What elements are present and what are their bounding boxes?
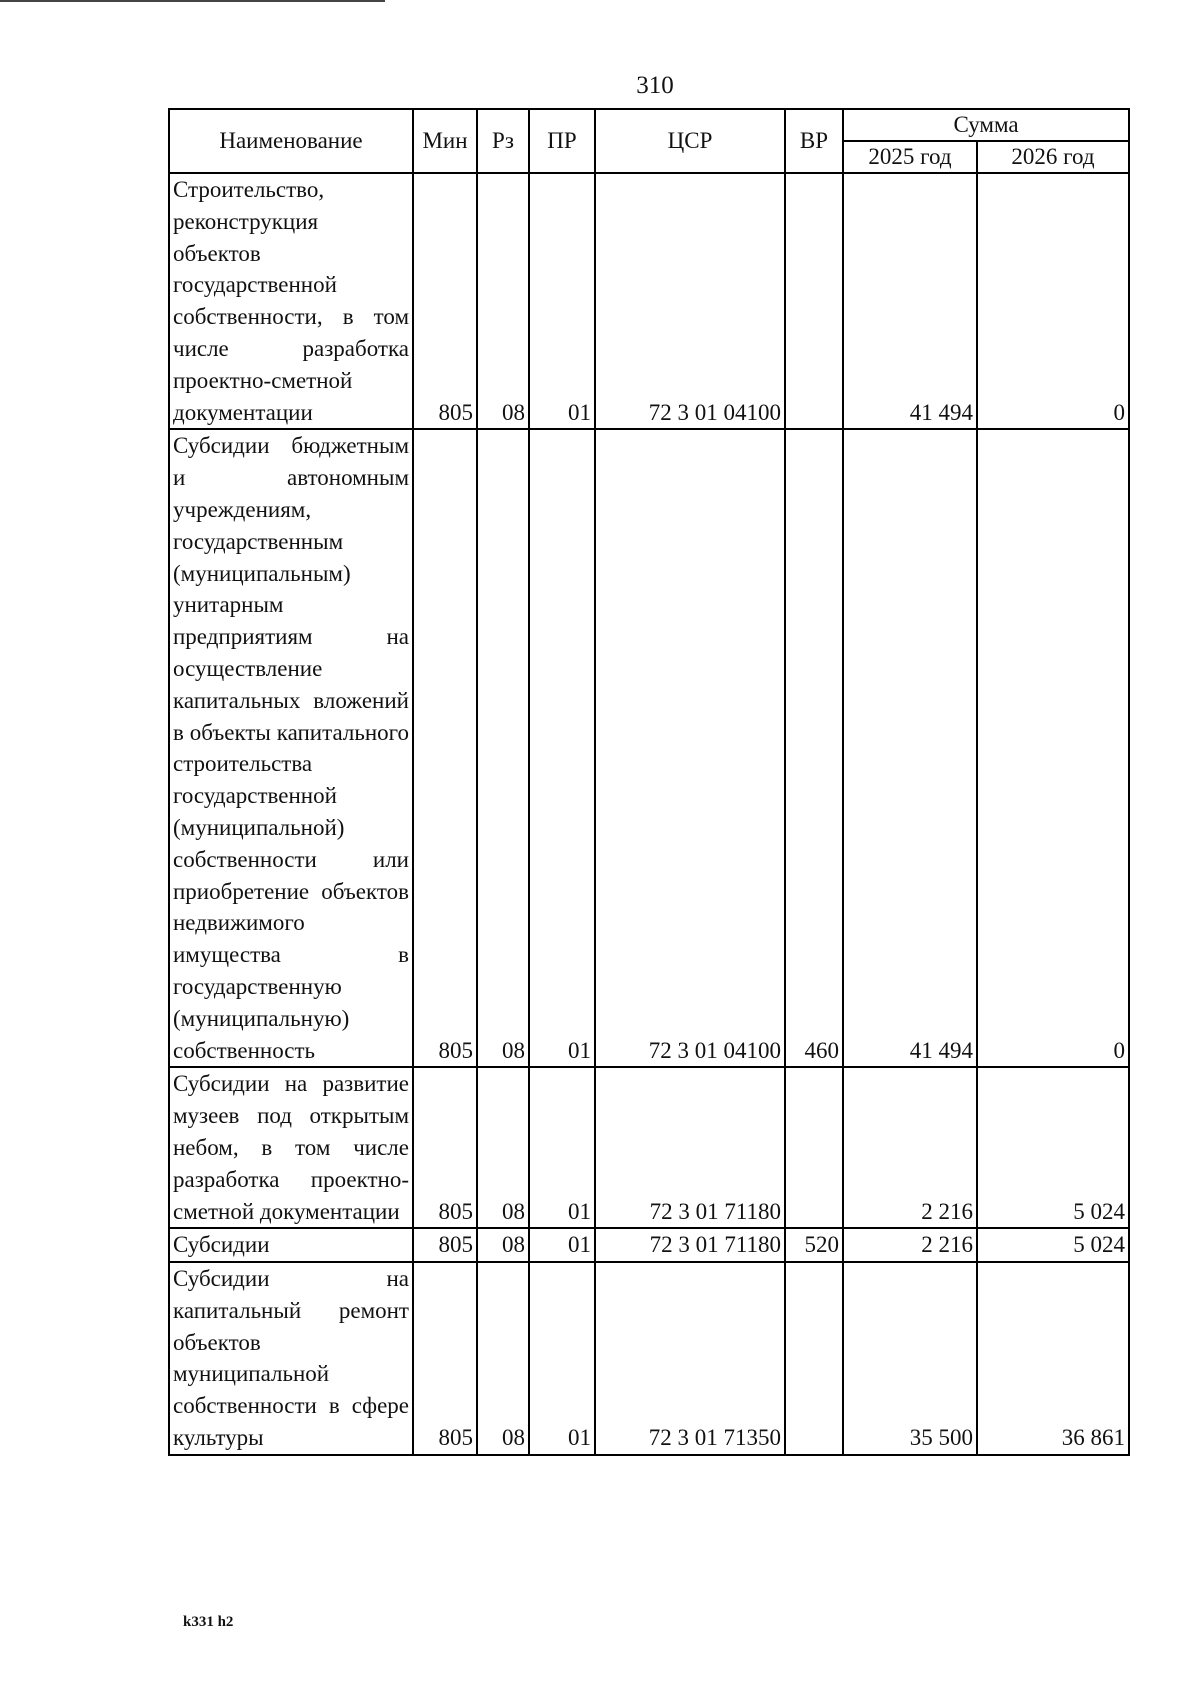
- page-number: 310: [636, 72, 674, 99]
- row-name: Субсидии бюджетным и автономным учреждениям, государственным (муниципальным) унитарным предприятиям на осуществление капитальных вложений в объекты капитального строительства государственной (муниципальной) собственности или приобретение объектов недвижимого имущества в государственную (муниципальную) собственность: [169, 429, 413, 1067]
- header-row: [169, 109, 1129, 141]
- row-rz: 08: [477, 429, 529, 1067]
- table-row: [169, 1067, 1129, 1228]
- row-min: 805: [413, 173, 477, 429]
- row-sum-2026: 5 024: [977, 1067, 1129, 1228]
- row-rz: 08: [477, 1228, 529, 1262]
- table-row: [169, 173, 1129, 429]
- row-vr: [785, 1067, 843, 1228]
- row-vr: [785, 173, 843, 429]
- col-header-sum: Сумма: [843, 109, 1129, 141]
- row-csr: 72 3 01 04100: [595, 429, 785, 1067]
- row-pr: 01: [529, 1262, 595, 1455]
- row-sum-2026: 0: [977, 173, 1129, 429]
- row-csr: 72 3 01 04100: [595, 173, 785, 429]
- col-header-2025: 2025 год: [843, 141, 977, 173]
- row-name: Субсидии: [169, 1228, 413, 1262]
- row-sum-2026: 5 024: [977, 1228, 1129, 1262]
- scan-edge-line: [0, 0, 385, 2]
- col-header-2026: 2026 год: [977, 141, 1129, 173]
- row-min: 805: [413, 1262, 477, 1455]
- col-header-csr: ЦСР: [595, 109, 785, 173]
- table-row: [169, 1228, 1129, 1262]
- row-csr: 72 3 01 71350: [595, 1262, 785, 1455]
- row-csr: 72 3 01 71180: [595, 1067, 785, 1228]
- row-sum-2025: 35 500: [843, 1262, 977, 1455]
- row-sum-2025: 2 216: [843, 1067, 977, 1228]
- row-min: 805: [413, 1067, 477, 1228]
- row-pr: 01: [529, 1228, 595, 1262]
- row-vr: 520: [785, 1228, 843, 1262]
- col-header-vr: ВР: [785, 109, 843, 173]
- row-pr: 01: [529, 173, 595, 429]
- row-name: Строительство, реконструкция объектов государственной собственности, в том числе разработка проектно-сметной документации: [169, 173, 413, 429]
- row-vr: [785, 1262, 843, 1455]
- row-sum-2025: 41 494: [843, 429, 977, 1067]
- row-rz: 08: [477, 1262, 529, 1455]
- row-pr: 01: [529, 1067, 595, 1228]
- col-header-min: Мин: [413, 109, 477, 173]
- row-sum-2025: 2 216: [843, 1228, 977, 1262]
- row-sum-2026: 0: [977, 429, 1129, 1067]
- row-csr: 72 3 01 71180: [595, 1228, 785, 1262]
- col-header-rz: Рз: [477, 109, 529, 173]
- row-vr: 460: [785, 429, 843, 1067]
- col-header-name: Наименование: [169, 109, 413, 173]
- row-pr: 01: [529, 429, 595, 1067]
- row-min: 805: [413, 1228, 477, 1262]
- row-name: Субсидии на развитие музеев под открытым небом, в том числе разработка проектно-сметной документации: [169, 1067, 413, 1228]
- row-sum-2025: 41 494: [843, 173, 977, 429]
- row-rz: 08: [477, 173, 529, 429]
- row-rz: 08: [477, 1067, 529, 1228]
- footer-code: k331 h2: [183, 1614, 234, 1630]
- row-name: Субсидии на капитальный ремонт объектов муниципальной собственности в сфере культуры: [169, 1262, 413, 1455]
- row-min: 805: [413, 429, 477, 1067]
- budget-table: [168, 108, 1130, 1456]
- row-sum-2026: 36 861: [977, 1262, 1129, 1455]
- col-header-pr: ПР: [529, 109, 595, 173]
- table-row: [169, 429, 1129, 1067]
- table-row: [169, 1262, 1129, 1455]
